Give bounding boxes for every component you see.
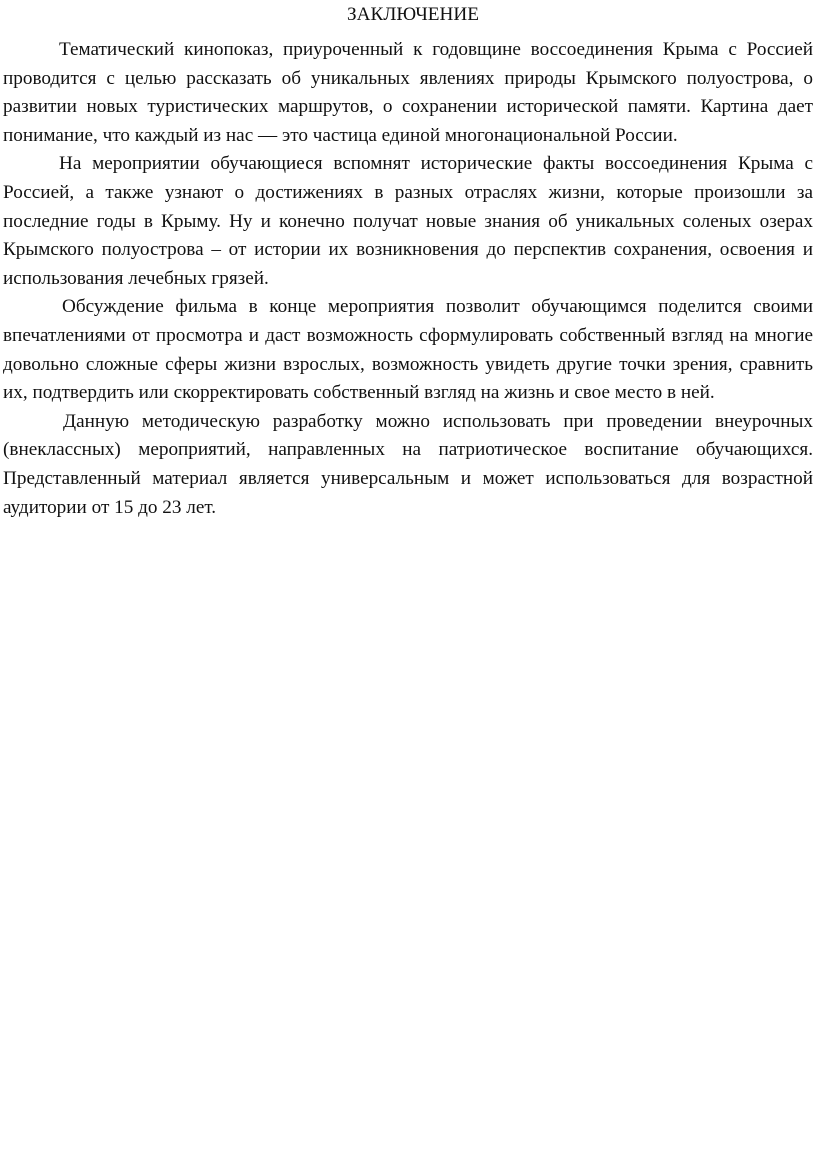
- paragraph-1: Тематический кинопоказ, приуроченный к годовщине воссоединения Крыма с Россией проводится с целью рассказать об уникальных явлениях природы Крымского полуострова, о развитии новых туристических маршрутов, о сохранении исторической памяти. Картина дает понимание, что каждый из нас — это частица единой многонациональной России.: [3, 39, 813, 146]
- paragraph-4: Данную методическую разработку можно использовать при проведении внеурочных (внеклассных) мероприятий, направленных на патриотическое воспитание обучающихся. Представленный материал является универсальным и может использоваться для возрастной аудитории от 15 до 23 лет.: [3, 410, 813, 518]
- paragraph-2: На мероприятии обучающиеся вспомнят исторические факты воссоединения Крыма с Россией, а также узнают о достижениях в разных отраслях жизни, которые произошли за последние годы в Крыму. Ну и конечно получат новые знания об уникальных соленых озерах Крымского полуострова – от истории их возникновения до перспектив сохранения, освоения и использования лечебных грязей.: [3, 153, 813, 289]
- document-title: ЗАКЛЮЧЕНИЕ: [347, 4, 479, 25]
- paragraph-3: Обсуждение фильма в конце мероприятия позволит обучающимся поделится своими впечатлениями от просмотра и даст возможность сформулировать собственный взгляд на многие довольно сложные сферы жизни взрослых, возможность увидеть другие точки зрения, сравнить их, подтвердить или скорректировать собственный взгляд на жизнь и свое место в ней.: [3, 296, 813, 404]
